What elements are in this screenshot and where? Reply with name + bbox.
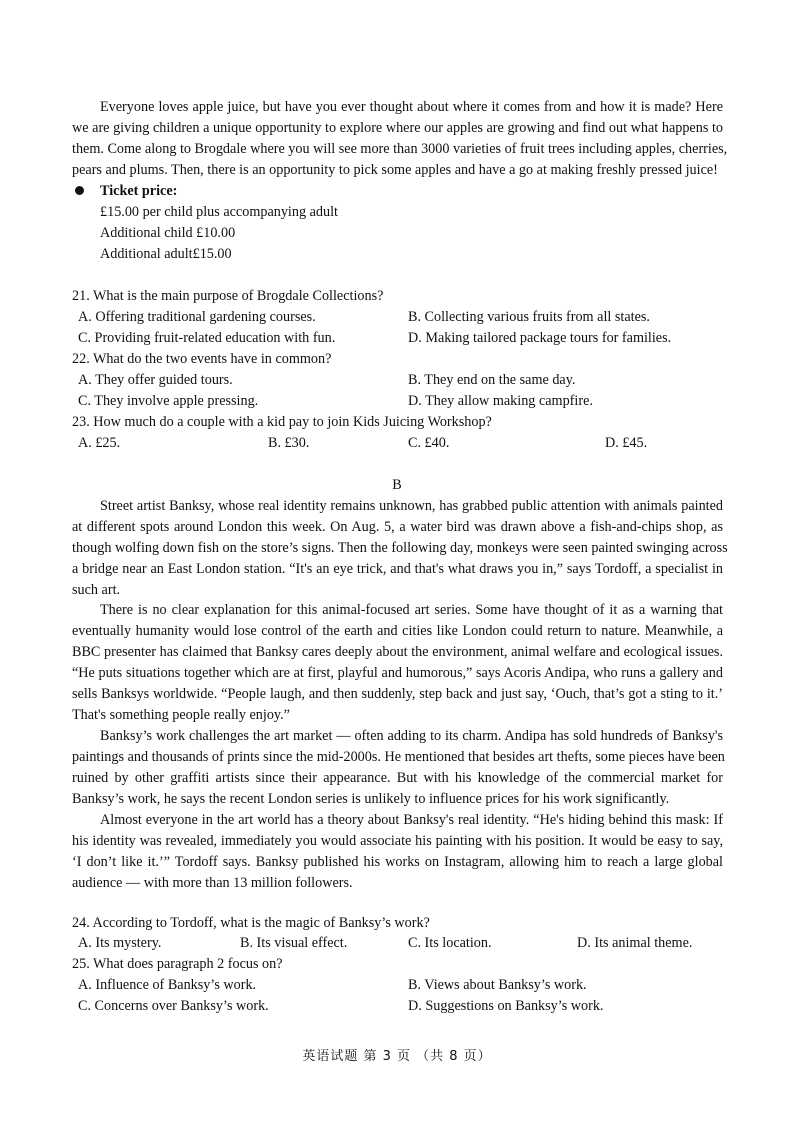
question-22-option-a[interactable]: A. They offer guided tours. <box>78 372 233 388</box>
passage-b-p4-line-2: his identity was revealed, immediately you would associate his painting with his position. It would be easy to say, <box>72 833 723 849</box>
question-22-option-d[interactable]: D. They allow making campfire. <box>408 393 593 409</box>
passage-b-p4-line-3: ‘I don’t like it.’” Tordoff says. Banksy published his works on Instagram, allowing him to reach a large global <box>72 854 723 870</box>
question-24-stem: 24. According to Tordoff, what is the magic of Banksy’s work? <box>72 915 430 931</box>
question-23-option-b[interactable]: B. £30. <box>268 435 310 451</box>
bullet-icon <box>75 186 84 195</box>
question-24-option-a[interactable]: A. Its mystery. <box>78 935 162 951</box>
question-21-option-a[interactable]: A. Offering traditional gardening courses. <box>78 309 316 325</box>
passage-b-p1-line-3: though wolfing down fish on the store’s signs. Then the following day, monkeys were seen painted swinging across <box>72 540 728 556</box>
ticket-price-line-3: Additional adult£15.00 <box>100 246 232 262</box>
question-25-option-d[interactable]: D. Suggestions on Banksy’s work. <box>408 998 604 1014</box>
question-22-stem: 22. What do the two events have in common? <box>72 351 332 367</box>
ticket-price-line-1: £15.00 per child plus accompanying adult <box>100 204 338 220</box>
question-23-option-c[interactable]: C. £40. <box>408 435 450 451</box>
passage-b-p2-line-3: BBC presenter has claimed that Banksy cares deeply about the environment, animal welfare and ecological issues. <box>72 644 723 660</box>
question-22-option-b[interactable]: B. They end on the same day. <box>408 372 576 388</box>
question-25-option-b[interactable]: B. Views about Banksy’s work. <box>408 977 587 993</box>
passage-b-p3-line-2: paintings and thousands of prints since the mid-2000s. He mentioned that besides art thefts, some pieces have been <box>72 749 725 765</box>
passage-b-p4-line-4: audience — with more than 13 million followers. <box>72 875 353 891</box>
passage-b-p2-line-4: “He puts situations together which are at first, playful and humorous,” says Acoris Andipa, who runs a gallery and <box>72 665 723 681</box>
question-21-stem: 21. What is the main purpose of Brogdale Collections? <box>72 288 384 304</box>
passage-b-p3-line-3: ruined by other graffiti artists since their appearance. But with his knowledge of the commercial market for <box>72 770 723 786</box>
question-23-option-a[interactable]: A. £25. <box>78 435 121 451</box>
question-25-option-a[interactable]: A. Influence of Banksy’s work. <box>78 977 257 993</box>
passage-a-line-2: we are giving children a unique opportunity to explore where our apples are growing and find out what happens to <box>72 120 723 136</box>
passage-b-p3-line-1: Banksy’s work challenges the art market — often adding to its charm. Andipa has sold hundreds of Banksy's <box>100 728 723 744</box>
passage-b-p1-line-2: at different spots around London this week. On Aug. 5, a water bird was drawn above a fish-and-chips shop, as <box>72 519 723 535</box>
question-23-stem: 23. How much do a couple with a kid pay to join Kids Juicing Workshop? <box>72 414 492 430</box>
passage-b-p2-line-6: That's something people really enjoy.” <box>72 707 290 723</box>
passage-a-line-1: Everyone loves apple juice, but have you ever thought about where it comes from and how it is made? Here <box>100 99 723 115</box>
passage-a-line-3: them. Come along to Brogdale where you will see more than 3000 varieties of fruit trees including apples, cherries, <box>72 141 728 157</box>
passage-b-p2-line-2: eventually humanity would lose control of the earth and cities like London could return to nature. Meanwhile, a <box>72 623 723 639</box>
question-22-option-c[interactable]: C. They involve apple pressing. <box>78 393 259 409</box>
question-21-option-c[interactable]: C. Providing fruit-related education with fun. <box>78 330 336 346</box>
passage-b-p2-line-1: There is no clear explanation for this animal-focused art series. Some have thought of it as a warning that <box>100 602 723 618</box>
passage-b-p3-line-4: Banksy’s work, he says the recent London series is unlikely to influence prices for his work significantly. <box>72 791 670 807</box>
question-25-option-c[interactable]: C. Concerns over Banksy’s work. <box>78 998 269 1014</box>
section-b-label: B <box>392 477 402 493</box>
page-footer: 英语试题 第 3 页 （共 8 页） <box>302 1049 492 1064</box>
question-21-option-d[interactable]: D. Making tailored package tours for families. <box>408 330 672 346</box>
question-23-option-d[interactable]: D. £45. <box>605 435 648 451</box>
passage-b-p1-line-4: a bridge near an East London station. “It's an eye trick, and that's what draws you in,” says Tordoff, a specialist in <box>72 561 723 577</box>
question-21-option-b[interactable]: B. Collecting various fruits from all states. <box>408 309 650 325</box>
question-24-option-d[interactable]: D. Its animal theme. <box>577 935 693 951</box>
passage-b-p1-line-1: Street artist Banksy, whose real identity remains unknown, has grabbed public attention with animals painted <box>100 498 723 514</box>
question-25-stem: 25. What does paragraph 2 focus on? <box>72 956 283 972</box>
question-24-option-c[interactable]: C. Its location. <box>408 935 492 951</box>
passage-b-p1-line-5: such art. <box>72 582 121 598</box>
passage-b-p4-line-1: Almost everyone in the art world has a theory about Banksy's real identity. “He's hiding behind this mask: If <box>100 812 723 828</box>
ticket-price-line-2: Additional child £10.00 <box>100 225 236 241</box>
passage-a-line-4: pears and plums. Then, there is an opportunity to pick some apples and have a go at making freshly pressed juice! <box>72 162 718 178</box>
question-24-option-b[interactable]: B. Its visual effect. <box>240 935 348 951</box>
ticket-price-heading: Ticket price: <box>100 183 178 199</box>
passage-b-p2-line-5: sells Banksys worldwide. “People laugh, and then suddenly, step back and just say, ‘Ouch, that’s got a sting to it.’ <box>72 686 723 702</box>
